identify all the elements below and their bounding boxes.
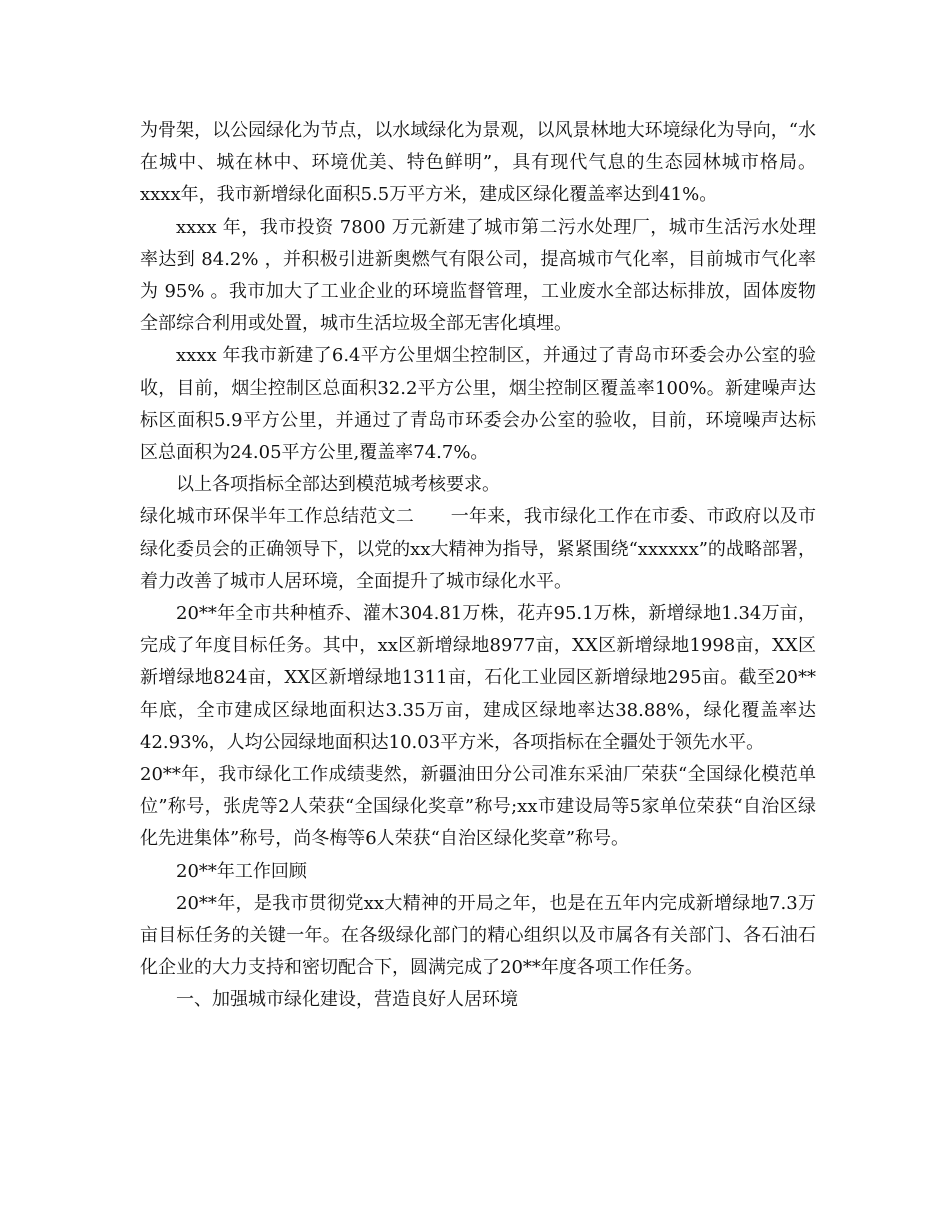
heading-year-review: 20**年工作回顾 <box>176 860 307 882</box>
paragraph-greening-pattern: 为骨架，以公园绿化为节点，以水域绿化为景观，以风景林地大环境绿化为导向，“水在城中、城在林中、环境优美、特色鲜明”，具有现代气息的生态园林城市格局。xxxx年，我市新增绿化面积5.5万平方米，建成区绿化覆盖率达到41%。 <box>140 120 816 206</box>
paragraph-planting-stats: 20**年全市共种植乔、灌木304.81万株，花卉95.1万株，新增绿地1.34万亩，完成了年度目标任务。其中，xx区新增绿地8977亩，XX区新增绿地1998亩，XX区新增绿地824亩，XX区新增绿地1311亩，石化工业园区新增绿地295亩。截至20**年底，全市建成区绿地面积达3.35万亩，建成区绿地率达38.88%，绿化覆盖率达42.93%，人均公园绿地面积达10.03平方米，各项指标在全疆处于领先水平。 <box>140 603 816 753</box>
paragraph-sewage-treatment: xxxx 年，我市投资 7800 万元新建了城市第二污水处理厂，城市生活污水处理率达到 84.2% ，并积极引进新奥燃气有限公司，提高城市气化率，目前城市气化率为 95% 。我市加大了工业企业的环境监督管理，工业废水全部达标排放，固体废物全部综合利用或处置，城市生活垃圾全部无害化填埋。 <box>140 216 816 335</box>
paragraph-year-overview: 20**年，是我市贯彻党xx大精神的开局之年，也是在五年内完成新增绿地7.3万亩目标任务的关键一年。在各级绿化部门的精心组织以及市属各有关部门、各石油石化企业的大力支持和密切配合下，圆满完成了20**年度各项工作任务。 <box>140 892 816 979</box>
heading-section-one: 一、加强城市绿化建设，营造良好人居环境 <box>176 989 518 1011</box>
paragraph-sample-two-intro: 绿化城市环保半年工作总结范文二 一年来，我市绿化工作在市委、市政府以及市绿化委员会的正确领导下，以党的xx大精神为指导，紧紧围绕“xxxxxx”的战略部署，着力改善了城市人居环境，全面提升了城市绿化水平。 <box>140 506 816 592</box>
document-body <box>140 115 816 1017</box>
paragraph-honors: 20**年，我市绿化工作成绩斐然，新疆油田分公司准东采油厂荣获“全国绿化模范单位”称号，张虎等2人荣获“全国绿化奖章”称号;xx市建设局等5家单位荣获“自治区绿化先进集体”称号，尚冬梅等6人荣获“自治区绿化奖章”称号。 <box>140 764 816 850</box>
paragraph-indicators-met: 以上各项指标全部达到模范城考核要求。 <box>176 474 500 496</box>
paragraph-smoke-control: xxxx 年我市新建了6.4平方公里烟尘控制区，并通过了青岛市环委会办公室的验收，目前，烟尘控制区总面积32.2平方公里，烟尘控制区覆盖率100%。新建噪声达标区面积5.9平方公里，并通过了青岛市环委会办公室的验收，目前，环境噪声达标区总面积为24.05平方公里,覆盖率74.7%。 <box>140 345 816 464</box>
